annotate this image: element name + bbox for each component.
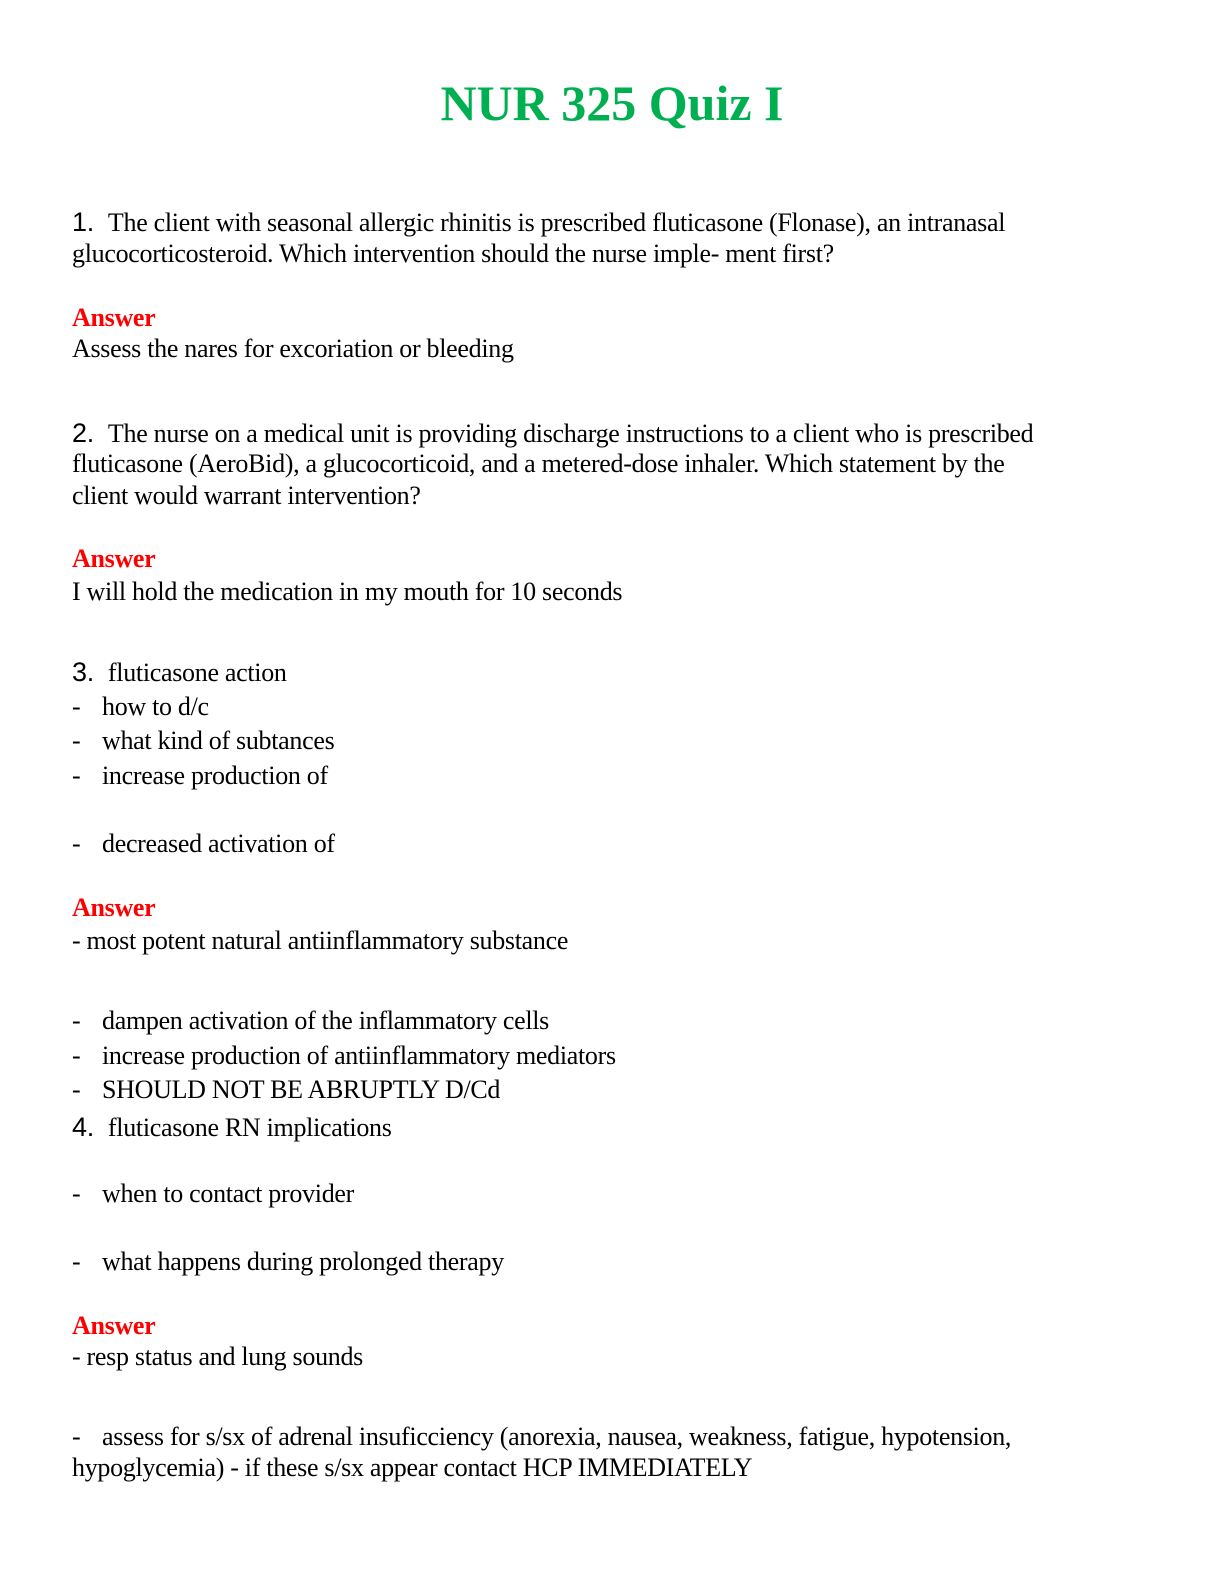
list-item: - when to contact provider bbox=[72, 1179, 354, 1208]
question-text: fluticasone action bbox=[107, 658, 287, 687]
list-item: - SHOULD NOT BE ABRUPTLY D/Cd bbox=[72, 1075, 501, 1104]
answer-text: I will hold the medication in my mouth for 10 seconds bbox=[72, 577, 623, 606]
list-item: - how to d/c bbox=[72, 692, 209, 721]
list-item: - increase production of antiinflammatory mediators bbox=[72, 1041, 616, 1070]
answer-label: Answer bbox=[72, 303, 156, 332]
question-number: 4. bbox=[72, 1112, 94, 1142]
list-item: - decreased activation of bbox=[72, 829, 335, 858]
page-title: NUR 325 Quiz I bbox=[440, 75, 784, 131]
answer-text: Assess the nares for excoriation or bleeding bbox=[72, 334, 514, 363]
answer-text: - assess for s/sx of adrenal insuficciency (anorexia, nausea, weakness, fatigue, hypotension, bbox=[72, 1422, 1012, 1451]
answer-text: - resp status and lung sounds bbox=[72, 1342, 363, 1371]
list-item: - dampen activation of the inflammatory cells bbox=[72, 1006, 550, 1035]
question-text: client would warrant intervention? bbox=[72, 481, 421, 510]
answer-text: - most potent natural antiinflammatory substance bbox=[72, 926, 569, 955]
question-text: glucocorticosteroid. Which intervention should the nurse imple- ment first? bbox=[72, 239, 834, 268]
question-text: The nurse on a medical unit is providing discharge instructions to a client who is prescribed bbox=[107, 419, 1034, 448]
question-text: The client with seasonal allergic rhinitis is prescribed fluticasone (Flonase), an intranasal bbox=[107, 208, 1006, 237]
list-item: - what happens during prolonged therapy bbox=[72, 1247, 504, 1276]
answer-label: Answer bbox=[72, 544, 156, 573]
list-item: - increase production of bbox=[72, 761, 328, 790]
question-number: 1. bbox=[72, 207, 94, 237]
answer-label: Answer bbox=[72, 893, 156, 922]
question-text: fluticasone RN implications bbox=[107, 1113, 392, 1142]
answer-text: hypoglycemia) - if these s/sx appear contact HCP IMMEDIATELY bbox=[72, 1453, 753, 1482]
list-item: - what kind of subtances bbox=[72, 726, 335, 755]
question-text: fluticasone (AeroBid), a glucocorticoid, and a metered-dose inhaler. Which statement by the bbox=[72, 449, 1005, 478]
answer-label: Answer bbox=[72, 1311, 156, 1340]
question-number: 2. bbox=[72, 418, 94, 448]
question-number: 3. bbox=[72, 657, 94, 687]
